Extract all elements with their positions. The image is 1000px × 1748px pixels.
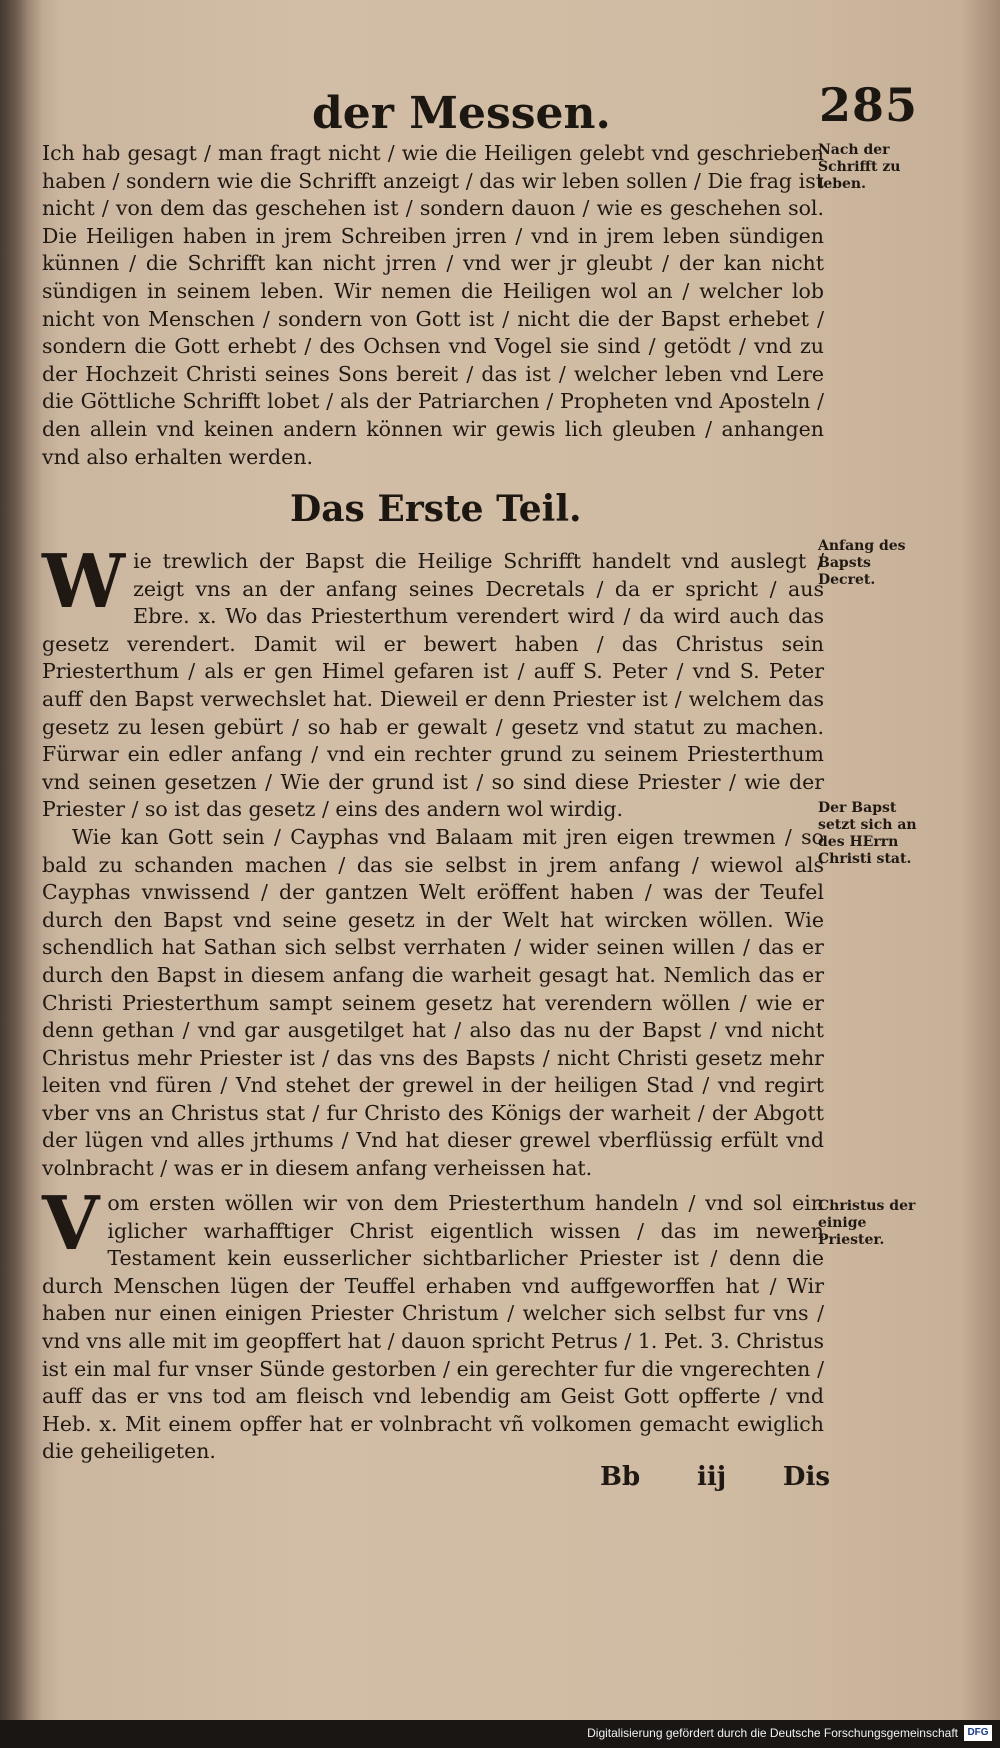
paragraph-4: Vom ersten wöllen wir von dem Priesterthum handeln / vnd sol ein iglicher warhafftiger Christ eigentlich wissen / das im newen Testament kein eusserlicher sichtbarlicher Priester ist / denn die durch Menschen lügen der Teuffel erhaben vnd auffgeworffen hat / Wir haben nur einen einigen Priester Christum / welcher sich selbst fur vns / vnd vns alle mit im geopffert hat / dauon spricht Petrus / 1. Pet. 3. Christus ist ein mal fur vnser Sünde gestorben / ein gerechter fur die vngerechten / auff das er vns tod am fleisch vnd lebendig am Geist Gott opfferte / vnd Heb. x. Mit einem opffer hat er volnbracht vñ volkomen gemacht ewiglich die geheiligeten. (42, 1181, 824, 1464)
sheet-number: iij (696, 1462, 727, 1492)
margin-note-4: Christus der einige Priester. (818, 1198, 916, 1248)
margin-note-1: Nach der Schrifft zu leben. (818, 142, 901, 192)
paragraph-3: Wie kan Gott sein / Cayphas vnd Balaam mit jren eigen trewmen / so bald zu schanden machen / das sie selbst in jrem anfang / wiewol als Cayphas vnwissend / der gantzen Welt eröffent haben / was der Teufel durch den Bapst vnd seine gesetz in der Welt hat wircken wöllen. Wie schendlich hat Sathan sich selbst verrhaten / wider seinen willen / das er durch den Bapst in diesem anfang die warheit gesagt hat. Nemlich das er Christi Priesterthum sampt seinem gesetz hat verendern wöllen / wie er denn gethan / vnd gar ausgetilget hat / also das nu der Bapst / vnd nicht Christus mehr Priester ist / das vns des Bapsts / nicht Christi gesetz mehr leiten vnd füren / Vnd stehet der grewel in der heiligen Stad / vnd regirt vber vns an Christus stat / fur Christo des Königs der warheit / der Abgott der lügen vnd alles jrthums / Vnd hat dieser grewel vberflüssig erfült vnd volnbracht / was er in diesem anfang verheissen hat. (42, 824, 824, 1181)
margin-note-2: Anfang des Bapsts Decret. (818, 538, 906, 588)
signature-mark: Bb (600, 1462, 641, 1492)
running-head: der Messen. (312, 88, 611, 139)
gutter-shadow (0, 0, 42, 1720)
dfg-logo-icon: DFG (964, 1725, 992, 1741)
paragraph-2: Wie trewlich der Bapst die Heilige Schrifft handelt vnd auslegt / zeigt vns an der anfang seines Decretals / da er spricht / aus Ebre. x. Wo das Priesterthum verendert wird / da wird auch das gesetz verendert. Damit wil er bewert haben / das Christus sein Priesterthum / als er gen Himel gefaren ist / auff S. Peter / vnd S. Peter auff den Bapst verwechslet hat. Dieweil er denn Priester ist / welchem das gesetz zu lesen gebürt / so hab er gewalt / gesetz vnd statut zu machen. Fürwar ein edler anfang / vnd ein rechter grund zu seinem Priesterthum vnd seinen gesetzen / Wie der grund ist / so sind diese Priester / wie der Priester / so ist das gesetz / eins des andern wol wirdig. (42, 539, 824, 822)
page-number: 285 (818, 78, 918, 132)
section-heading: Das Erste Teil. (290, 488, 582, 530)
funding-credit: Digitalisierung gefördert durch die Deutsche Forschungsgemeinschaft (587, 1726, 958, 1740)
text-block-intro (42, 140, 824, 471)
margin-note-3: Der Bapst setzt sich an des HErrn Christi stat. (818, 800, 917, 867)
text-block-priesthood (42, 1181, 824, 1466)
paragraph-1: Ich hab gesagt / man fragt nicht / wie die Heiligen gelebt vnd geschrieben haben / sondern wie die Schrifft anzeigt / das wir leben sollen / Die frag ist nicht / von dem das geschehen ist / sondern dauon / wie es geschehen sol. Die Heiligen haben in jrem Schreiben jrren / vnd in jrem leben sündigen künnen / die Schrifft kan nicht jrren / vnd wer jr gleubt / der kan nicht sündigen in seinem leben. Wir nemen die Heiligen wol an / welcher lob nicht von Menschen / sondern von Gott ist / nicht die der Bapst erhebet / sondern die Gott erhebt / des Ochsen vnd Vogel sie sind / getödt / vnd zu der Hochzeit Christi seines Sons bereit / das ist / welcher leben vnd Lere die Göttliche Schrifft lobet / als der Patriarchen / Propheten vnd Aposteln / den allein vnd keinen andern können wir gewis lich gleuben / anhangen vnd also erhalten werden. (42, 141, 824, 469)
footer-bar (0, 1720, 1000, 1748)
catchword-line (600, 1462, 830, 1492)
text-block-first-part (42, 539, 824, 1183)
catchword: Dis (782, 1462, 830, 1492)
